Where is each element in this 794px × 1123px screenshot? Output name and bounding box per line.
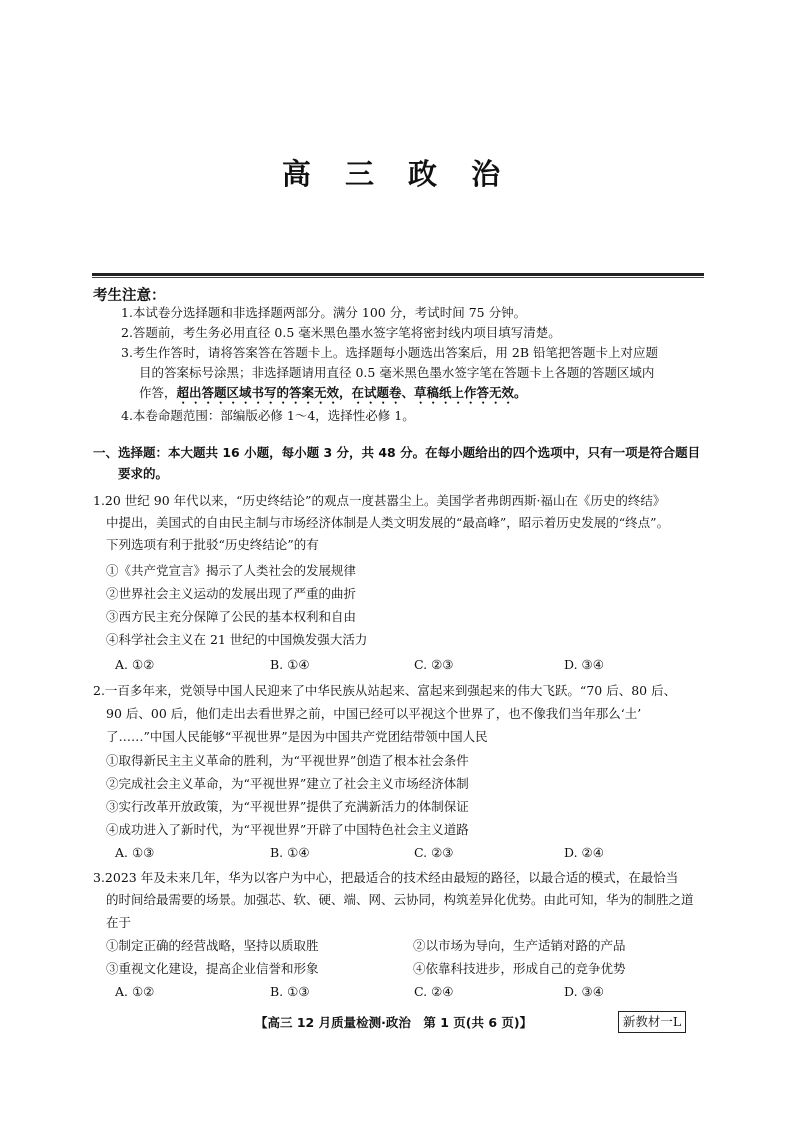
notice-item: 2.答题前，考生务必用直径 0.5 毫米黑色墨水签字笔将密封线内项目填写清楚。 <box>121 325 561 340</box>
question-2-statement: ④成功进入了新时代，为“平视世界”开辟了中国特色社会主义道路 <box>106 822 469 837</box>
notice-item: 3.考生作答时，请将答案答在答题卡上。选择题每小题选出答案后，用 2B 铅笔把答题卡上对应题 <box>121 345 659 360</box>
question-1-stem: 中提出，美国式的自由民主制与市场经济体制是人类文明发展的“最高峰”，昭示着历史发展的“终点”。 <box>106 515 670 530</box>
question-3-statement: ②以市场为导向，生产适销对路的产品 <box>413 938 626 953</box>
question-1-option-a: A. ①② <box>115 657 155 672</box>
edition-badge: 新教材一L <box>618 1011 686 1033</box>
question-1-stem: 下列选项有利于批驳“历史终结论”的有 <box>106 537 319 552</box>
notice-item: 4.本卷命题范围：部编版必修 1～4，选择性必修 1。 <box>121 408 415 423</box>
page-footer: 【高三 12 月质量检测·政治 第 1 页(共 6 页)】 <box>255 1015 533 1030</box>
notice-item: 1.本试卷分选择题和非选择题两部分。满分 100 分，考试时间 75 分钟。 <box>121 305 527 320</box>
question-2-stem: 2.一百多年来，党领导中国人民迎来了中华民族从站起来、富起来到强起来的伟大飞跃。“70 后、80 后、 <box>93 683 677 698</box>
question-3-stem: 在于 <box>106 915 132 930</box>
question-2-option-d: D. ②④ <box>564 845 604 860</box>
divider-thin <box>92 277 704 278</box>
question-2-stem: 90 后、00 后，他们走出去看世界之前，中国已经可以平视这个世界了，也不像我们当年那么‘土’ <box>106 706 642 721</box>
question-2-stem: 了……”中国人民能够“平视世界”是因为中国共产党团结带领中国人民 <box>106 729 488 744</box>
question-3-stem: 的时间给最需要的场景。加强芯、软、硬、端、网、云协同，构筑差异化优势。由此可知，华为的制胜之道 <box>106 892 694 907</box>
question-3-stem: 3.2023 年及未来几年，华为以客户为中心，把最适合的技术经由最短的路径，以最合适的模式，在最恰当 <box>93 870 679 885</box>
question-2-option-c: C. ②③ <box>414 845 454 860</box>
notice-item: 作答， <box>139 385 177 400</box>
question-2-statement: ②完成社会主义革命，为“平视世界”建立了社会主义市场经济体制 <box>106 776 469 791</box>
question-1-statement: ④科学社会主义在 21 世纪的中国焕发强大活力 <box>106 632 368 647</box>
section-heading-cont: 要求的。 <box>118 466 169 481</box>
question-3-statement: ①制定正确的经营战略，坚持以质取胜 <box>106 938 319 953</box>
question-2-option-a: A. ①③ <box>115 845 155 860</box>
question-2-statement: ①取得新民主主义革命的胜利，为“平视世界”创造了根本社会条件 <box>106 753 469 768</box>
notice-item-line <box>139 383 527 407</box>
question-1-statement: ②世界社会主义运动的发展出现了严重的曲折 <box>106 586 357 601</box>
section-heading: 一、选择题：本大题共 16 小题，每小题 3 分，共 48 分。在每小题给出的四个选项中，只有一项是符合题目 <box>93 445 701 460</box>
page-title: 高 三 政 治 <box>281 157 513 191</box>
question-3-option-a: A. ①② <box>115 984 155 999</box>
question-3-statement: ③重视文化建设，提高企业信誉和形象 <box>106 961 319 976</box>
question-1-option-d: D. ③④ <box>564 657 604 672</box>
question-1-statement: ③西方民主充分保障了公民的基本权利和自由 <box>106 609 357 624</box>
notice-item: 目的答案标号涂黑；非选择题请用直径 0.5 毫米黑色墨水签字笔在答题卡上各题的答题区域内 <box>139 365 655 380</box>
question-1-stem: 1.20 世纪 90 年代以来，“历史终结论”的观点一度甚嚣尘上。美国学者弗朗西斯·福山在《历史的终结》 <box>93 493 666 508</box>
question-3-option-c: C. ②④ <box>414 984 454 999</box>
question-3-option-d: D. ③④ <box>564 984 604 999</box>
question-3-option-b: B. ①③ <box>270 984 310 999</box>
question-3-statement: ④依靠科技进步，形成自己的竞争优势 <box>413 961 626 976</box>
question-1-option-c: C. ②③ <box>414 657 454 672</box>
notice-heading: 考生注意： <box>93 288 166 304</box>
divider-thick <box>92 273 704 276</box>
question-1-statement: ①《共产党宣言》揭示了人类社会的发展规律 <box>106 563 357 578</box>
question-1-option-b: B. ①④ <box>270 657 310 672</box>
question-2-statement: ③实行改革开放政策，为“平视世界”提供了充满新活力的体制保证 <box>106 799 469 814</box>
question-2-option-b: B. ①④ <box>270 845 310 860</box>
notice-item-emphasis: 超出答题区域书写的答案无效，在试题卷、草稿纸上作答无效。 <box>176 385 527 400</box>
